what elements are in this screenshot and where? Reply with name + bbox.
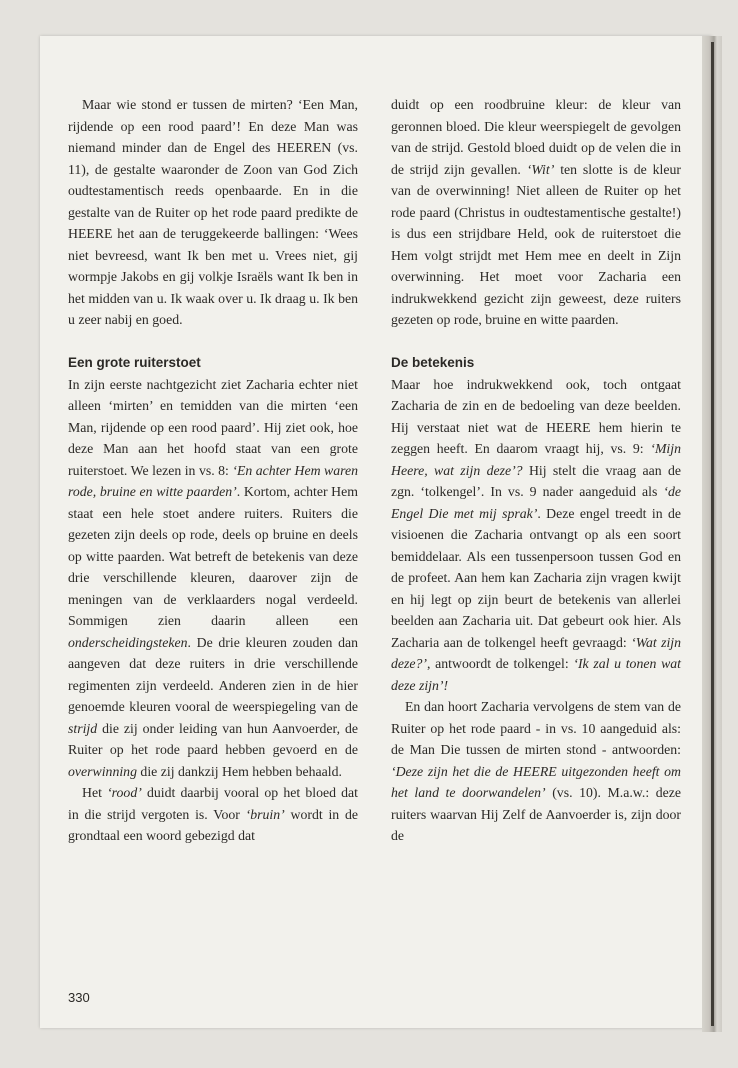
italic-text-run: ‘En achter Hem waren rode, bruine en witte paarden’: [68, 462, 359, 499]
italic-text-run: ‘Deze zijn het die de HEERE uitgezonden heeft om het land te doorwandelen’: [391, 763, 681, 800]
paragraph: [391, 696, 681, 847]
text-run: (vs. 10). M.a.w.: deze ruiters waarvan Hij Zelf de Aanvoerder is, zijn door de: [391, 785, 682, 843]
text-run: Maar wie stond er tussen de mirten? ‘Een Man, rijdende op een rood paard’! En deze Man was niemand minder dan de Engel des HEEREN (vs. 11), de gestalte waaronder de Zoon van God Zich oudtestamentisch reeds openbaarde. En in die gestalte van de Ruiter op het rode paard predikte de HEERE het aan de teruggekeerde ballingen: ‘Wees niet bevreesd, want Ik ben met u. Vrees niet, gij wormpje Jakobs en gij volkje Israëls want Ik ben in het midden van u. Ik waak over u. Ik draag u. Ik ben u zeer nabij en goed.: [68, 97, 358, 327]
page-edge-line: [711, 42, 714, 1026]
right-column: [391, 94, 681, 847]
text-run: , antwoordt de tolkengel:: [427, 656, 574, 671]
paragraph: [391, 94, 681, 331]
text-run: ten slotte is de kleur van de overwinning! Niet alleen de Ruiter op het rode paard (Christus in oudtestamentische gestalte!) is dus een strijdbare Held, ook de ruiterstoet die Hem volgt strijdt met Hem mee en deelt in Zijn overwinning. Het moet voor Zacharia een indrukwekkend gezicht zijn geweest, deze ruiters gezeten op rode, bruine en witte paarden.: [391, 161, 681, 327]
text-run: duidt op een roodbruine kleur: de kleur van geronnen bloed. Die kleur weerspiegelt de gevolgen van de strijd. Gestold bloed duidt op de velen die in de strijd zijn gevallen.: [391, 97, 681, 177]
paragraph: [391, 374, 681, 697]
section-heading: Een grote ruiterstoet: [68, 355, 201, 370]
paragraph: [68, 374, 358, 783]
page-number: 330: [68, 990, 90, 1005]
paragraph: [68, 782, 358, 847]
text-run: wordt in de grondtaal een woord gebezigd dat: [68, 806, 358, 843]
italic-text-run: ‘Wit’: [526, 161, 555, 177]
italic-text-run: ‘de Engel Die met mij sprak’: [391, 484, 681, 521]
italic-text-run: onderscheidingsteken: [68, 634, 188, 650]
text-run: duidt daarbij vooral op het bloed dat in die strijd vergoten is. Voor: [68, 785, 358, 822]
italic-text-run: ‘Mijn Heere, wat zijn deze’?: [391, 441, 681, 478]
text-run: die zij onder leiding van hun Aanvoerder, de Ruiter op het rode paard hebben gevoerd en de: [68, 720, 358, 757]
text-run: In zijn eerste nachtgezicht ziet Zacharia echter niet alleen ‘mirten’ en temidden van die mirten ‘een Man, rijdende op een rood paard’. Hij ziet ook, hoe deze Man aan het hoofd staat van een grote ruiterstoet. We lezen in vs. 8:: [68, 376, 358, 478]
text-run: . Kortom, achter Hem staat een hele stoet andere ruiters. Ruiters die gezeten zijn deels op rode, deels op bruine en deels op witte paarden. Wat betreft de betekenis van deze drie verschillende kleuren, daarover zijn de meningen van de verklaarders nogal verdeeld. Sommigen zien daarin alleen een: [68, 484, 358, 628]
italic-text-run: ‘bruin’: [245, 806, 285, 822]
italic-text-run: ‘Wat zijn deze?’: [391, 634, 682, 671]
italic-text-run: ‘Ik zal u tonen wat deze zijn’!: [391, 656, 681, 693]
text-run: die zij dankzij Hem hebben behaald.: [136, 763, 342, 779]
text-run: . Deze engel treedt in de visioenen die Zacharia ontvangt op als een soort bemiddelaar. Als een tussenpersoon tussen God en de profeet. Aan hem kan Zacharia zijn vragen kwijt en hij legt op zijn beurt de betekenis van allerlei beelden aan Zacharia uit. Dat gebeurt ook hier. Als Zacharia aan de tolkengel heeft gevraagd:: [391, 505, 681, 650]
text-run: En dan hoort Zacharia vervolgens de stem van de Ruiter op het rode paard - in vs. 10 aangeduid als: de Man Die tussen de mirten stond - antwoorden:: [391, 699, 681, 757]
paragraph: [68, 94, 358, 331]
text-run: Hij stelt die vraag aan de zgn. ‘tolkengel’. In vs. 9 nader aangeduid als: [391, 462, 682, 499]
section-heading: De betekenis: [391, 355, 475, 370]
italic-text-run: strijd: [68, 720, 98, 736]
italic-text-run: overwinning: [68, 763, 137, 779]
text-run: Het: [82, 785, 108, 800]
left-column: [68, 94, 358, 847]
italic-text-run: ‘rood’: [107, 785, 142, 800]
text-run: . De drie kleuren zouden dan aangeven dat deze ruiters in drie verschillende regimenten zijn verdeeld. Anderen zien in de hier genoemde kleuren vooral de weerspiegeling van de: [68, 634, 358, 714]
text-run: Maar hoe indrukwekkend ook, toch ontgaat Zacharia de zin en de bedoeling van deze beelden. Hij verstaat niet wat de HEERE hem hierin te zeggen heeft. En daarom vraagt hij, vs. 9:: [391, 376, 681, 456]
